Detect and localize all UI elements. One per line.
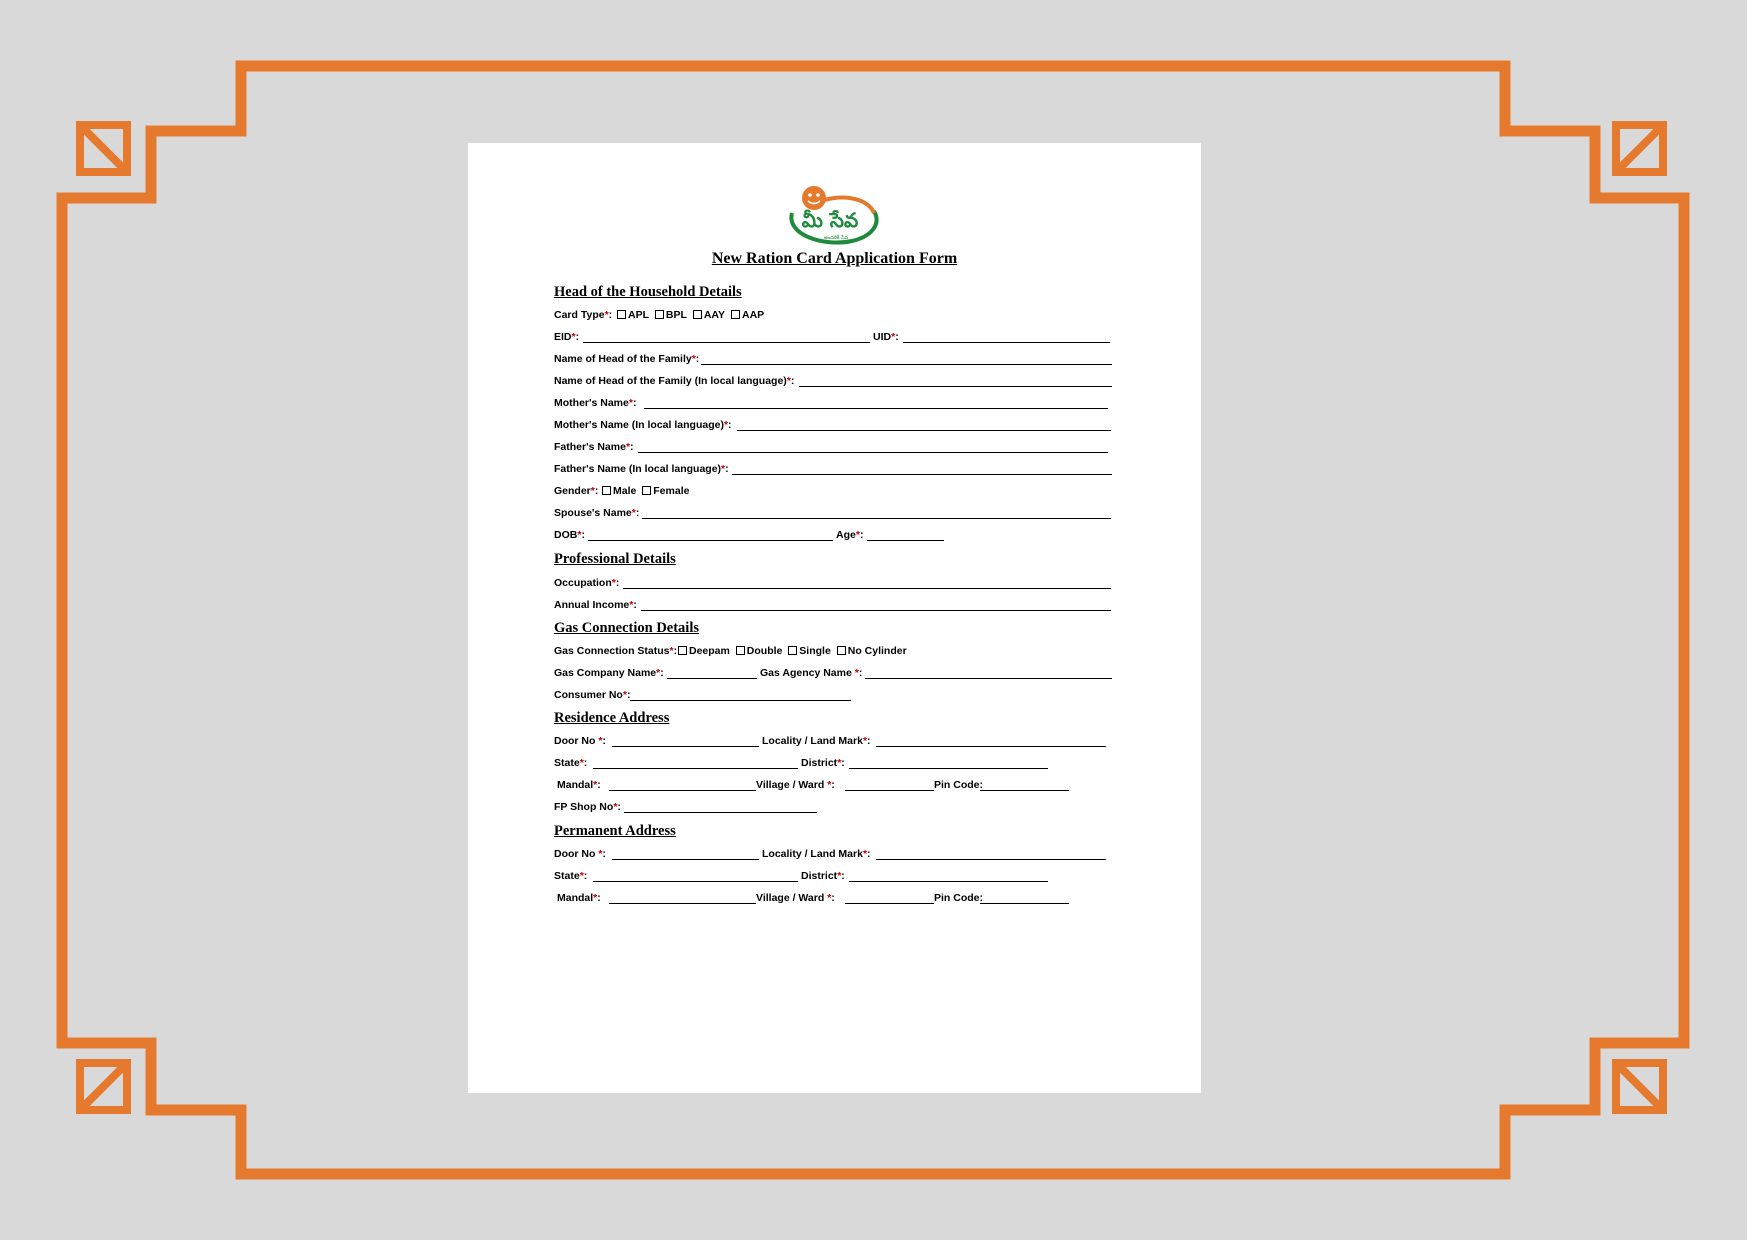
res-mandal-field[interactable]: [609, 779, 756, 791]
spouse-name-label: Spouse's Name*:: [554, 507, 640, 519]
gender-options: [599, 485, 689, 497]
name-head-field[interactable]: [701, 353, 1112, 365]
eid-label: EID*:: [554, 331, 580, 343]
gas-option-double[interactable]: Double: [733, 645, 783, 657]
consumer-no-row: [554, 689, 1114, 704]
perm-door-label: Door No *:: [554, 848, 606, 860]
card-type-options: [614, 309, 764, 321]
eid-field[interactable]: [583, 331, 870, 343]
father-name-field[interactable]: [638, 441, 1108, 453]
spouse-name-row: [554, 507, 1114, 522]
occupation-row: [554, 577, 1114, 592]
name-head-local-field[interactable]: [799, 375, 1112, 387]
res-state-label: State*:: [554, 757, 588, 769]
eid-uid-row: [554, 331, 1114, 346]
perm-district-label: District*:: [801, 870, 845, 882]
checkbox-icon: [693, 310, 702, 319]
mother-name-local-label: Mother's Name (In local language)*:: [554, 419, 732, 431]
checkbox-icon: [731, 310, 740, 319]
fp-shop-label: FP Shop No*:: [554, 801, 621, 813]
card-option-bpl[interactable]: BPL: [652, 309, 687, 321]
gas-agency-field[interactable]: [865, 667, 1112, 679]
form-title: New Ration Card Application Form: [711, 250, 958, 267]
card-option-aay[interactable]: AAY: [690, 309, 725, 321]
perm-door-locality-row: [554, 848, 1114, 863]
mee-seva-logo: [786, 183, 882, 249]
gas-status-row: [554, 645, 1114, 660]
card-type-label: Card Type*:: [554, 309, 613, 321]
res-state-district-row: [554, 757, 1114, 772]
spouse-name-field[interactable]: [642, 507, 1111, 519]
perm-pin-field[interactable]: [980, 892, 1069, 904]
gender-label: Gender*:: [554, 485, 599, 497]
perm-mandal-label: Mandal*:: [557, 892, 601, 904]
checkbox-icon: [678, 646, 687, 655]
res-door-locality-row: [554, 735, 1114, 750]
consumer-no-label: Consumer No*:: [554, 689, 631, 701]
dob-label: DOB*:: [554, 529, 585, 541]
res-door-label: Door No *:: [554, 735, 606, 747]
res-door-field[interactable]: [612, 735, 759, 747]
perm-pin-label: Pin Code:: [934, 892, 983, 904]
annual-income-field[interactable]: [641, 599, 1111, 611]
name-head-local-row: [554, 375, 1114, 390]
res-mandal-label: Mandal*:: [557, 779, 601, 791]
occupation-label: Occupation*:: [554, 577, 620, 589]
name-head-row: [554, 353, 1114, 368]
gas-option-single[interactable]: Single: [785, 645, 831, 657]
gas-company-row: [554, 667, 1114, 682]
mother-name-row: [554, 397, 1114, 412]
section-gas-connection: Gas Connection Details: [554, 620, 699, 636]
card-type-row: [554, 309, 1114, 324]
res-state-field[interactable]: [593, 757, 798, 769]
perm-state-district-row: [554, 870, 1114, 885]
res-locality-label: Locality / Land Mark*:: [762, 735, 871, 747]
checkbox-icon: [602, 486, 611, 495]
perm-district-field[interactable]: [849, 870, 1048, 882]
gas-option-no-cylinder[interactable]: No Cylinder: [834, 645, 907, 657]
checkbox-icon: [642, 486, 651, 495]
dob-age-row: [554, 529, 1114, 544]
res-pin-label: Pin Code:: [934, 779, 983, 791]
name-head-local-label: Name of Head of the Family (In local language)*:: [554, 375, 795, 387]
uid-field[interactable]: [903, 331, 1110, 343]
res-pin-field[interactable]: [980, 779, 1069, 791]
res-village-label: Village / Ward *:: [756, 779, 835, 791]
perm-village-label: Village / Ward *:: [756, 892, 835, 904]
perm-door-field[interactable]: [612, 848, 759, 860]
annual-income-label: Annual Income*:: [554, 599, 637, 611]
gas-status-label: Gas Connection Status*:: [554, 645, 678, 657]
section-professional: Professional Details: [554, 551, 676, 567]
checkbox-icon: [655, 310, 664, 319]
gender-option-male[interactable]: Male: [599, 485, 636, 497]
consumer-no-field[interactable]: [630, 689, 851, 701]
father-name-row: [554, 441, 1114, 456]
perm-mandal-village-pin-row: [554, 892, 1114, 907]
gender-row: [554, 485, 1114, 500]
uid-label: UID*:: [873, 331, 899, 343]
father-name-local-label: Father's Name (In local language)*:: [554, 463, 729, 475]
section-head-household: Head of the Household Details: [554, 284, 742, 300]
name-head-label: Name of Head of the Family*:: [554, 353, 700, 365]
res-village-field[interactable]: [845, 779, 934, 791]
mother-name-local-field[interactable]: [737, 419, 1111, 431]
section-residence-address: Residence Address: [554, 710, 670, 726]
gas-agency-label: Gas Agency Name *:: [760, 667, 863, 679]
checkbox-icon: [788, 646, 797, 655]
checkbox-icon: [837, 646, 846, 655]
res-district-field[interactable]: [849, 757, 1048, 769]
perm-state-label: State*:: [554, 870, 588, 882]
mother-name-local-row: [554, 419, 1114, 434]
svg-text:మీ సేవ: మీ సేవ: [801, 208, 859, 232]
age-field[interactable]: [867, 529, 944, 541]
form-page: [468, 143, 1201, 1093]
perm-village-field[interactable]: [845, 892, 934, 904]
gas-company-field[interactable]: [667, 667, 757, 679]
res-district-label: District*:: [801, 757, 845, 769]
mother-name-field[interactable]: [644, 397, 1108, 409]
perm-state-field[interactable]: [593, 870, 798, 882]
section-permanent-address: Permanent Address: [554, 823, 676, 839]
card-option-apl[interactable]: APL: [614, 309, 649, 321]
gas-option-deepam[interactable]: Deepam: [675, 645, 730, 657]
mother-name-label: Mother's Name*:: [554, 397, 637, 409]
fp-shop-field[interactable]: [624, 801, 817, 813]
father-name-label: Father's Name*:: [554, 441, 634, 453]
res-locality-field[interactable]: [876, 735, 1106, 747]
dob-field[interactable]: [588, 529, 833, 541]
perm-locality-label: Locality / Land Mark*:: [762, 848, 871, 860]
age-label: Age*:: [836, 529, 864, 541]
father-name-local-field[interactable]: [732, 463, 1112, 475]
gender-option-female[interactable]: Female: [639, 485, 689, 497]
gas-status-options: [675, 645, 907, 657]
perm-locality-field[interactable]: [876, 848, 1106, 860]
perm-mandal-field[interactable]: [609, 892, 756, 904]
fp-shop-row: [554, 801, 1114, 816]
occupation-field[interactable]: [623, 577, 1111, 589]
res-mandal-village-pin-row: [554, 779, 1114, 794]
father-name-local-row: [554, 463, 1114, 478]
checkbox-icon: [617, 310, 626, 319]
svg-text:అందరికీ సేవ: అందరికీ సేవ: [823, 235, 849, 241]
annual-income-row: [554, 599, 1114, 614]
card-option-aap[interactable]: AAP: [728, 309, 764, 321]
gas-company-label: Gas Company Name*:: [554, 667, 664, 679]
checkbox-icon: [736, 646, 745, 655]
